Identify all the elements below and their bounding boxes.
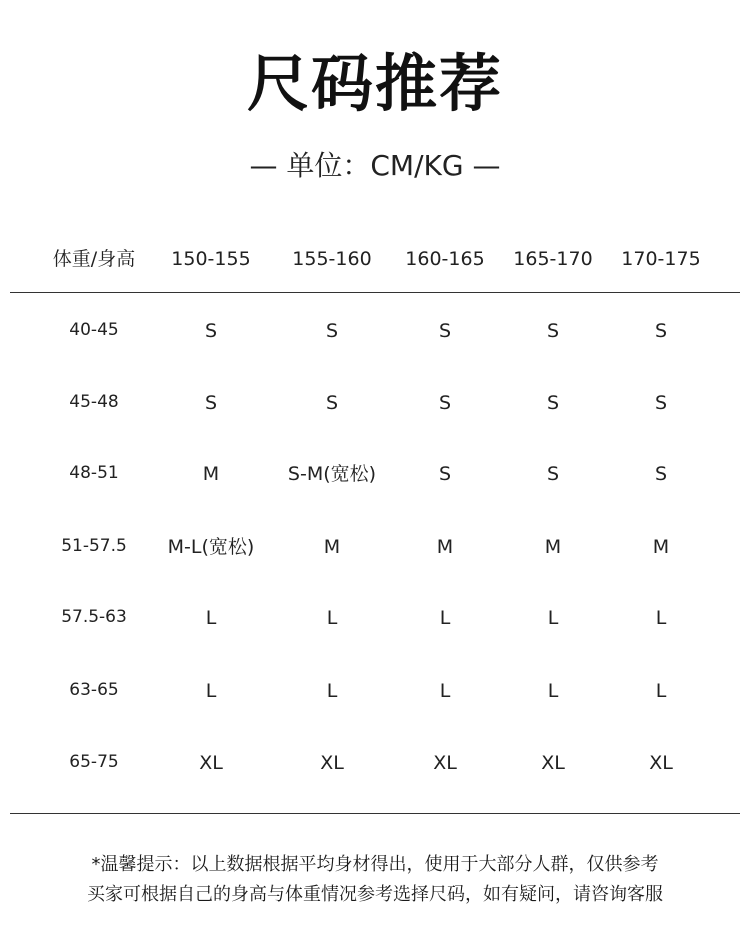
size-cell: S (438, 392, 452, 414)
size-cell: S (654, 392, 668, 414)
height-header: 155-160 (292, 248, 372, 270)
tip-line-1: *温馨提示：以上数据根据平均身材得出，使用于大部分人群，仅供参考 (91, 854, 659, 875)
size-cell: L (547, 680, 559, 702)
page-title: 尺码推荐 (246, 47, 503, 120)
size-cell: M (544, 536, 562, 558)
weight-label: 40-45 (69, 320, 119, 340)
size-cell: L (205, 680, 217, 702)
size-cell: XL (649, 752, 673, 774)
size-cell: L (439, 607, 451, 629)
size-cell: XL (433, 752, 457, 774)
footer-divider (10, 813, 740, 814)
height-header: 160-165 (405, 248, 485, 270)
size-cell: M-L(宽松) (167, 536, 255, 558)
size-cell: L (326, 607, 338, 629)
size-cell: XL (541, 752, 565, 774)
size-cell: S (654, 320, 668, 342)
size-cell: S (325, 320, 339, 342)
size-cell: S (546, 320, 560, 342)
size-cell: S-M(宽松) (287, 463, 377, 485)
weight-label: 65-75 (69, 752, 119, 772)
size-cell: M (436, 536, 454, 558)
weight-label: 51-57.5 (61, 536, 127, 556)
weight-label: 63-65 (69, 680, 119, 700)
size-cell: M (323, 536, 341, 558)
tip-line-2: 买家可根据自己的身高与体重情况参考选择尺码，如有疑问，请咨询客服 (87, 884, 663, 905)
size-cell: M (652, 536, 670, 558)
height-header: 150-155 (171, 248, 251, 270)
weight-label: 45-48 (69, 392, 119, 412)
size-cell: L (655, 607, 667, 629)
size-cell: XL (320, 752, 344, 774)
size-cell: S (438, 463, 452, 485)
size-cell: L (655, 680, 667, 702)
height-header: 165-170 (513, 248, 593, 270)
size-cell: L (439, 680, 451, 702)
size-cell: S (654, 463, 668, 485)
size-tips (0, 850, 750, 910)
weight-label: 57.5-63 (61, 607, 127, 627)
size-cell: M (202, 463, 220, 485)
size-cell: L (547, 607, 559, 629)
size-cell: S (325, 392, 339, 414)
size-cell: S (546, 463, 560, 485)
height-header: 170-175 (621, 248, 701, 270)
size-cell: S (438, 320, 452, 342)
header-divider (10, 292, 740, 293)
size-cell: L (326, 680, 338, 702)
size-cell: S (546, 392, 560, 414)
unit-subtitle: — 单位：CM/KG — (249, 149, 501, 182)
size-cell: S (204, 392, 218, 414)
weight-label: 48-51 (69, 463, 119, 483)
corner-header: 体重/身高 (52, 248, 136, 270)
size-cell: L (205, 607, 217, 629)
size-cell: XL (199, 752, 223, 774)
size-cell: S (204, 320, 218, 342)
